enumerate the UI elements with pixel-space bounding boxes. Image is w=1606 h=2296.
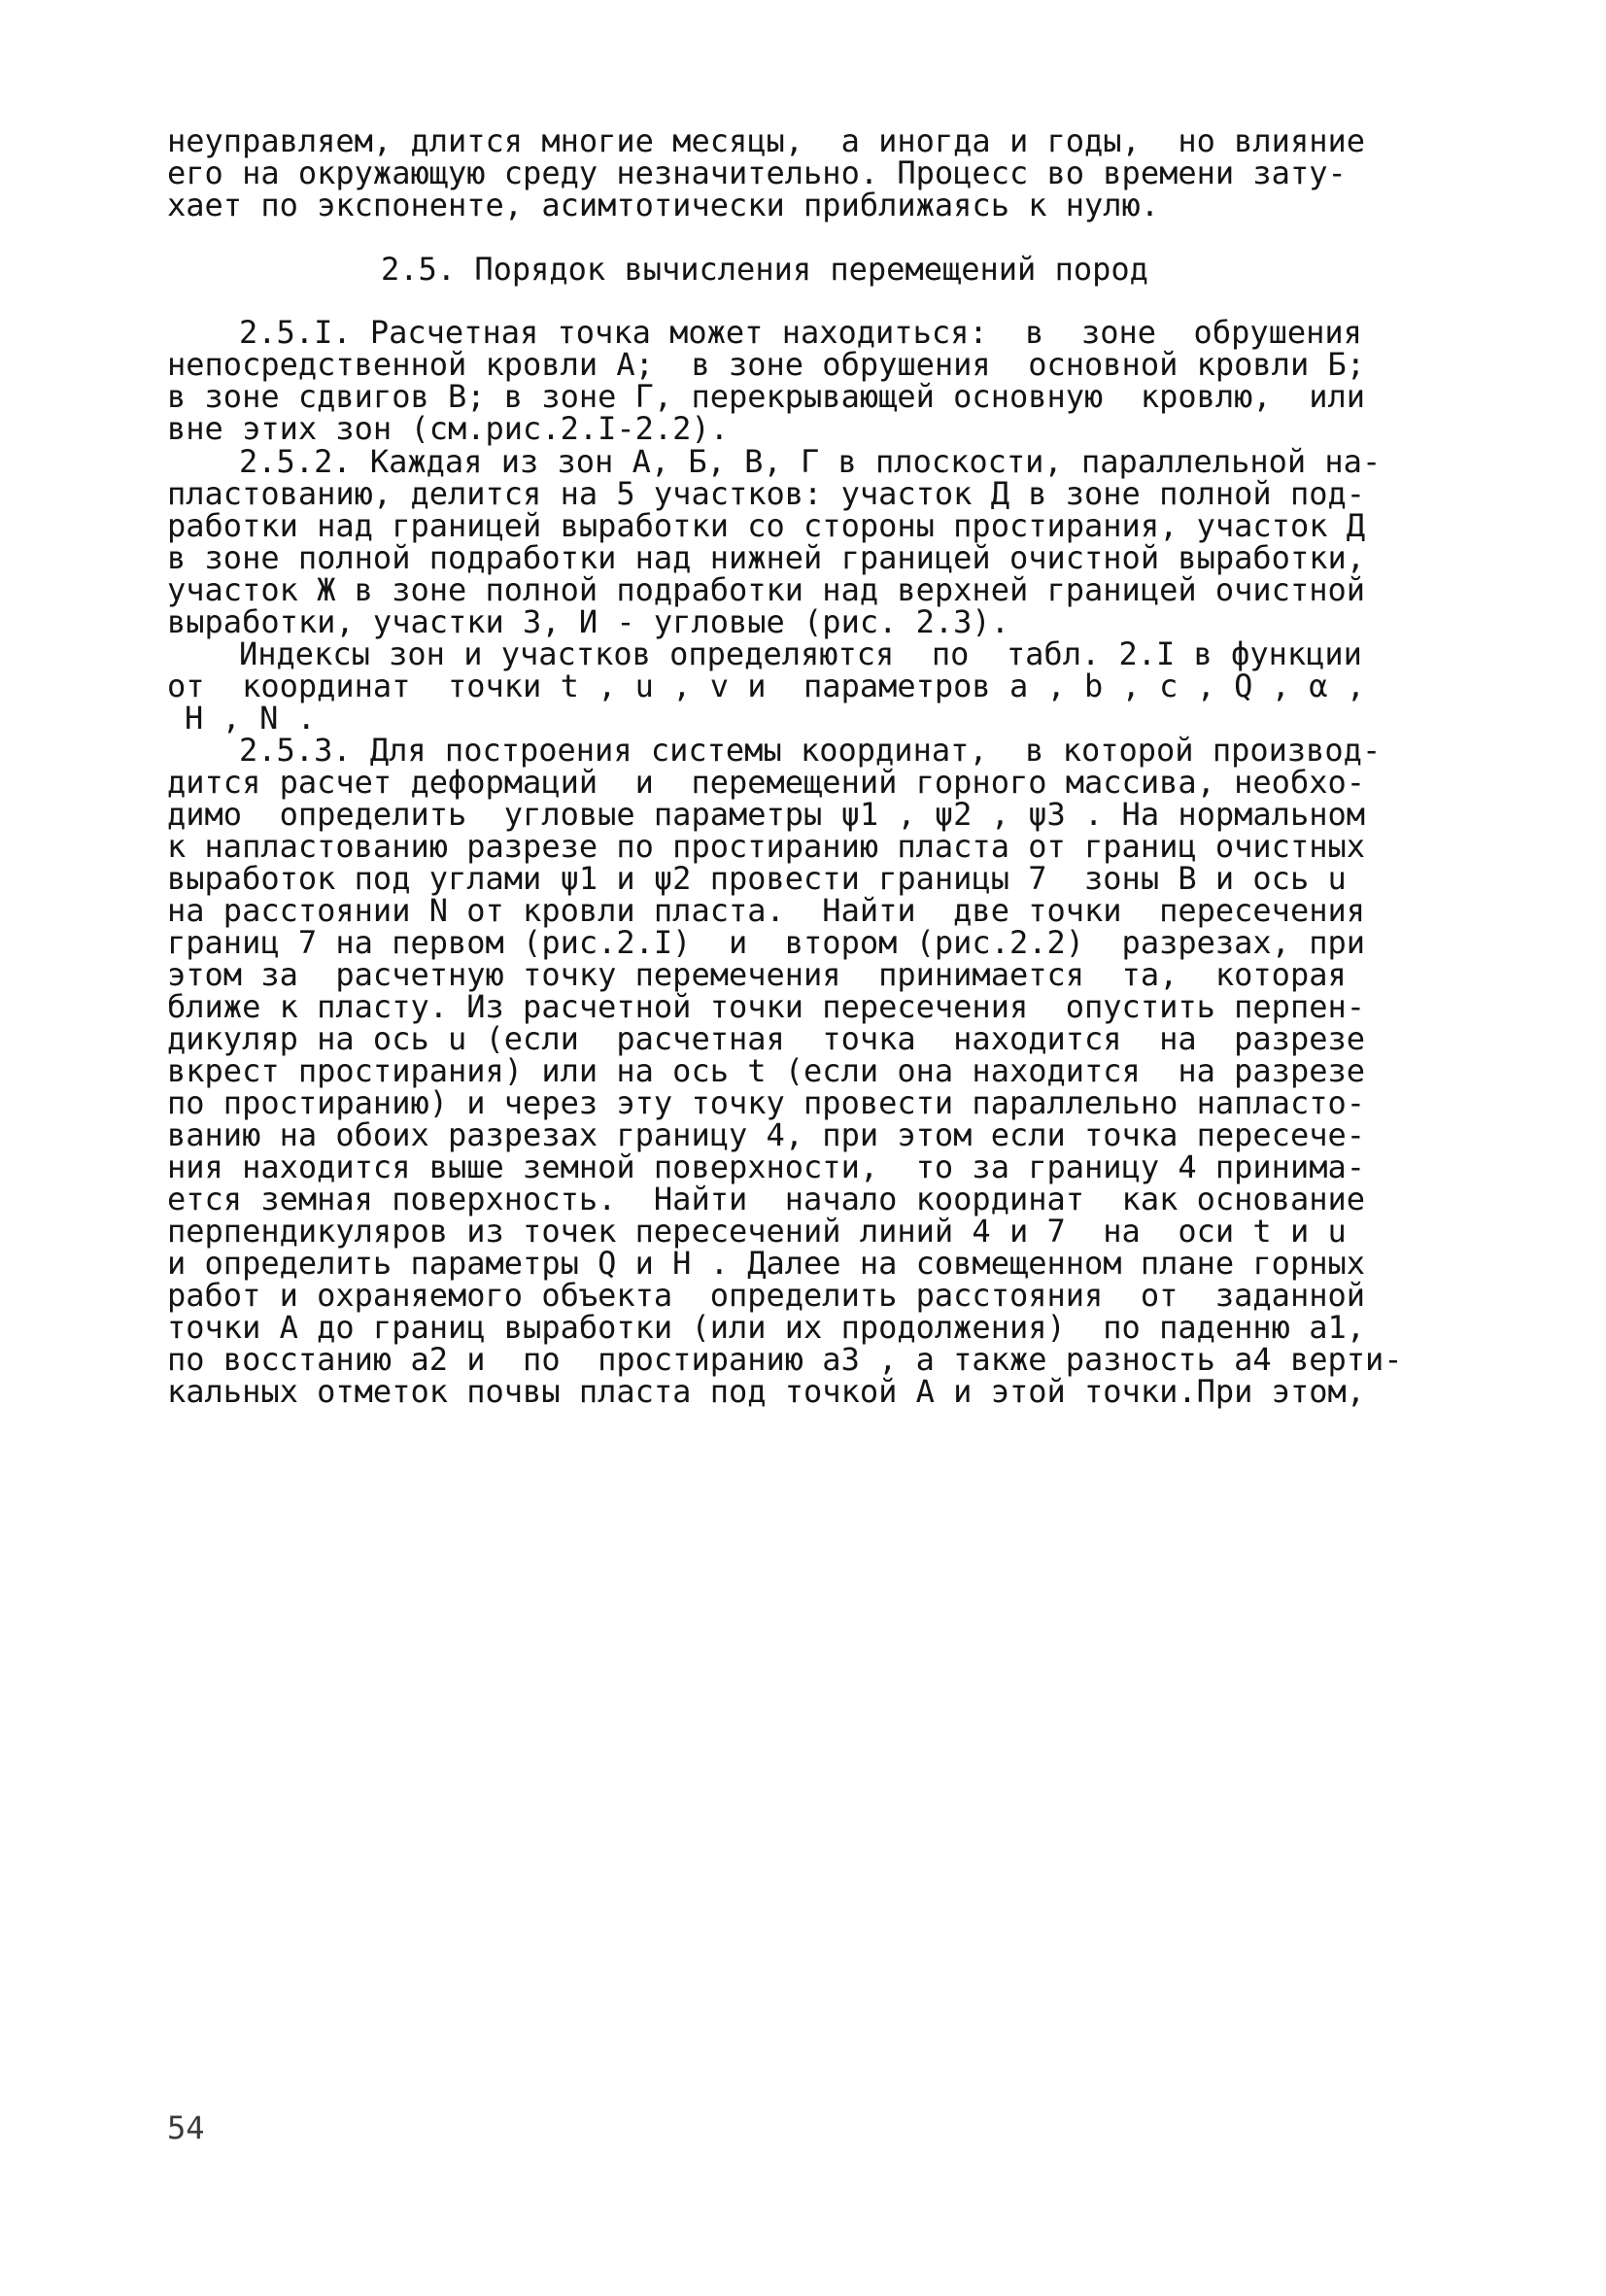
text-line: ванию на обоих разрезах границу 4, при этом если точка пересече- (167, 1116, 1365, 1153)
text-line: на расстоянии N от кровли пласта. Найти две точки пересечения (167, 892, 1365, 929)
text-line: хает по экспоненте, асимтотически приближаясь к нулю. (167, 187, 1160, 223)
text-line: ется земная поверхность. Найти начало координат как основание (167, 1181, 1365, 1217)
text-line: пластованию, делится на 5 участков: участок Д в зоне полной под- (167, 475, 1365, 512)
text-line: точки А до границ выработки (или их продолжения) по паденню a1, (167, 1309, 1365, 1346)
text-line: непосредственной кровли А; в зоне обрушения основной кровли Б; (167, 346, 1365, 383)
text-line: 2.5.I. Расчетная точка может находиться: в зоне обрушения (239, 314, 1362, 351)
text-line: димо определить угловые параметры ψ1 , ψ2 , ψ3 . На нормальном (167, 796, 1365, 833)
text-line: его на окружающую среду незначительно. Процесс во времени зату- (167, 154, 1347, 191)
text-line: в зоне сдвигов В; в зоне Г, перекрывающей основную кровлю, или (167, 378, 1365, 415)
text-line: H , N . (185, 700, 316, 737)
text-line: ближе к пласту. Из расчетной точки пересечения опустить перпен- (167, 988, 1365, 1025)
text-line: участок Ж в зоне полной подработки над верхней границей очистной (167, 571, 1365, 608)
page-number: 54 (167, 2109, 205, 2146)
text-line: этом за расчетную точку перемечения принимается та, которая (167, 956, 1347, 993)
text-line: кальных отметок почвы пласта под точкой А и этой точки.При этом, (167, 1373, 1365, 1410)
text-line: дикуляр на ось u (если расчетная точка находится на разрезе (167, 1020, 1365, 1057)
text-line: ния находится выше земной поверхности, то за границу 4 принима- (167, 1148, 1365, 1185)
text-line: 2.5.3. Для построения системы координат, в которой производ- (239, 732, 1382, 769)
text-line: границ 7 на первом (рис.2.I) и втором (рис.2.2) разрезах, при (167, 924, 1365, 961)
text-line: по восстанию a2 и по простиранию a3 , а также разность a4 верти- (167, 1341, 1403, 1378)
text-line: выработки, участки З, И - угловые (рис. 2.3). (167, 603, 1009, 640)
text-line: выработок под углами ψ1 и ψ2 провести границы 7 зоны В и ось u (167, 860, 1347, 897)
text-line: в зоне полной подработки над нижней границей очистной выработки, (167, 539, 1365, 576)
text-line: по простиранию) и через эту точку провести параллельно напласто- (167, 1084, 1365, 1121)
text-line: вкрест простирания) или на ось t (если она находится на разрезе (167, 1052, 1365, 1089)
text-line: к напластованию разрезе по простиранию пласта от границ очистных (167, 828, 1365, 865)
text-line: перпендикуляров из точек пересечений линий 4 и 7 на оси t и u (167, 1213, 1347, 1250)
text-line: Индексы зон и участков определяются по табл. 2.I в функции (239, 635, 1362, 672)
text-line: 2.5.2. Каждая из зон А, Б, В, Г в плоскости, параллельной на- (239, 443, 1382, 480)
text-line: дится расчет деформаций и перемещений горного массива, необхо- (167, 764, 1365, 801)
text-line: неуправляем, длится многие месяцы, а иногда и годы, но влияние (167, 122, 1365, 159)
section-heading: 2.5. Порядок вычисления перемещений пород (381, 251, 1148, 288)
text-line: вне этих зон (см.рис.2.I-2.2). (167, 410, 729, 447)
text-line: работ и охраняемого объекта определить расстояния от заданной (167, 1277, 1365, 1314)
text-line: от координат точки t , u , v и параметров a , b , c , Q , α , (167, 668, 1365, 704)
text-line: и определить параметры Q и H . Далее на совмещенном плане горных (167, 1245, 1365, 1282)
text-line: работки над границей выработки со стороны простирания, участок Д (167, 507, 1365, 544)
